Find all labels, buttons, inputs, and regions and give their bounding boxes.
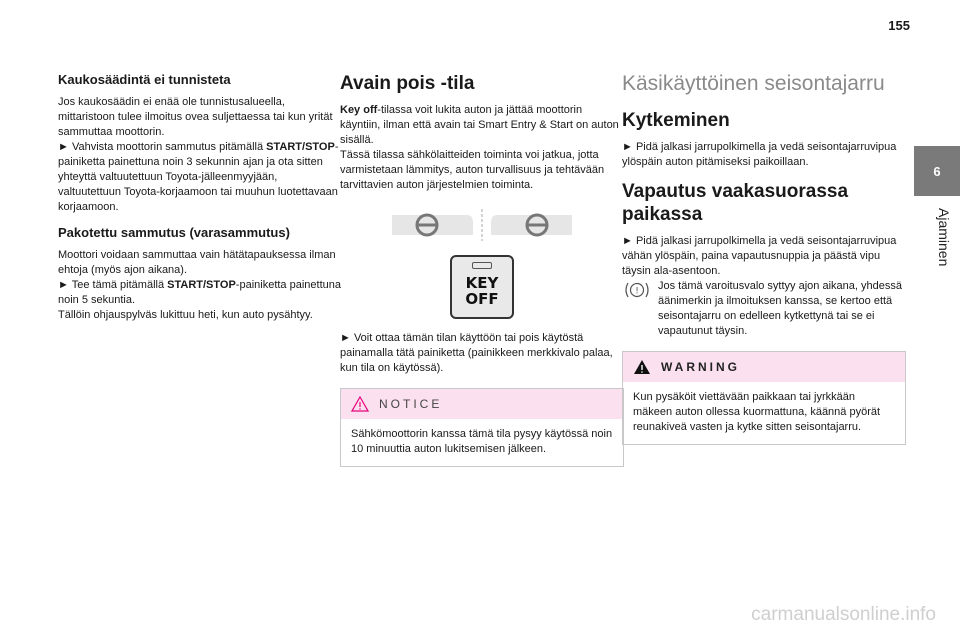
notice-text: Sähkömoottorin kanssa tämä tila pysyy käytössä noin 10 minuuttia auton lukitsemisen jälkeen. <box>351 428 613 455</box>
key-off-button <box>450 255 514 319</box>
section-title-remote: Kaukosäädintä ei tunnisteta <box>58 72 231 87</box>
key-off-illustration <box>340 205 624 319</box>
key-label: KEY <box>465 274 499 292</box>
paragraph: Moottori voidaan sammuttaa vain hätätapauksessa ilman ehtoja (myös ajon aikana). <box>58 249 336 276</box>
steering-wheel-icon <box>387 205 577 245</box>
off-label: OFF <box>465 290 499 308</box>
instruction: ► Tee tämä pitämällä START/STOP-painiketta painettuna noin 5 sekuntia. <box>58 279 341 306</box>
chapter-label: Ajaminen <box>936 208 952 267</box>
chapter-tab[interactable]: 6 <box>914 146 960 196</box>
warning-text: Kun pysäköit viettävään paikkaan tai jyrkkään mäkeen auton ollessa kuormattuna, käännä pyörät reunakiveä vasten ja kytke sitten seisontajarru. <box>633 391 881 433</box>
svg-text:!: ! <box>635 286 639 297</box>
subsection-title-release: Vapautus vaakasuorassa paikassa <box>622 181 849 225</box>
column-middle <box>340 72 624 467</box>
instruction: ► Pidä jalkasi jarrupolkimella ja vedä seisontajarruvipua vähän ylöspäin, paina vapautusnuppia ja päästä vipu täysin ala-asentoon. <box>622 235 897 277</box>
paragraph: Key off-tilassa voit lukita auton ja jättää moottorin käyntiin, ilman että avain tai Smart Entry & Start on auton sisällä. <box>340 104 619 146</box>
warning-triangle-icon <box>351 396 369 412</box>
lamp-text: Jos tämä varoitusvalo syttyy ajon aikana, yhdessä äänimerkin ja ilmoituksen kanssa, se kertoo että seisontajarru on edelleen kytkettynä tai se ei vapautunut täysin. <box>658 280 902 337</box>
page-number: 155 <box>888 18 910 33</box>
paragraph: Tällöin ohjauspylväs lukittuu heti, kun auto pysähtyy. <box>58 309 313 321</box>
subsection-title-apply: Kytkeminen <box>622 110 730 131</box>
instruction: ► Voit ottaa tämän tilan käyttöön tai pois käytöstä painamalla tätä painiketta (painikkeen merkkivalo palaa, kun tila on käytössä). <box>340 332 613 374</box>
section-title-forced-stop: Pakotettu sammutus (varasammutus) <box>58 225 290 240</box>
column-left <box>58 72 342 323</box>
paragraph: Tässä tilassa sähkölaitteiden toiminta voi jatkua, jotta varmistetaan lämmitys, auton turvallisuus ja tehtävään tarvittavien auton järjestelmien toiminta. <box>340 149 605 191</box>
paragraph: Jos kaukosäädin ei enää ole tunnistusalueella, mittaristoon tulee ilmoitus ovea suljettaessa tai kun yrität sammuttaa moottorin. <box>58 96 333 138</box>
instruction: ► Vahvista moottorin sammutus pitämällä START/STOP-painiketta painettuna noin 3 sekunnin ajan ja ota sitten yhteyttä valtuutettuun Toyota-jälleenmyyjään, valtuutettuun Toyota-korjaamoon tai muuhun luotettavaan korjaamoon. <box>58 141 339 213</box>
warning-box <box>622 351 906 445</box>
warning-lamp-note <box>622 279 906 339</box>
warning-triangle-icon <box>633 359 651 375</box>
notice-box <box>340 388 624 467</box>
instruction: ► Pidä jalkasi jarrupolkimella ja vedä seisontajarruvipua ylöspäin auton pitämiseksi paikoillaan. <box>622 141 897 168</box>
column-right <box>622 72 906 445</box>
section-title-key-off: Avain pois -tila <box>340 73 475 94</box>
section-title-parking-brake: Käsikäyttöinen seisontajarru <box>622 72 885 95</box>
notice-title: NOTICE <box>379 397 443 411</box>
warning-title: WARNING <box>661 360 740 374</box>
watermark: carmanualsonline.info <box>751 604 936 625</box>
parking-brake-lamp-icon <box>622 279 652 301</box>
